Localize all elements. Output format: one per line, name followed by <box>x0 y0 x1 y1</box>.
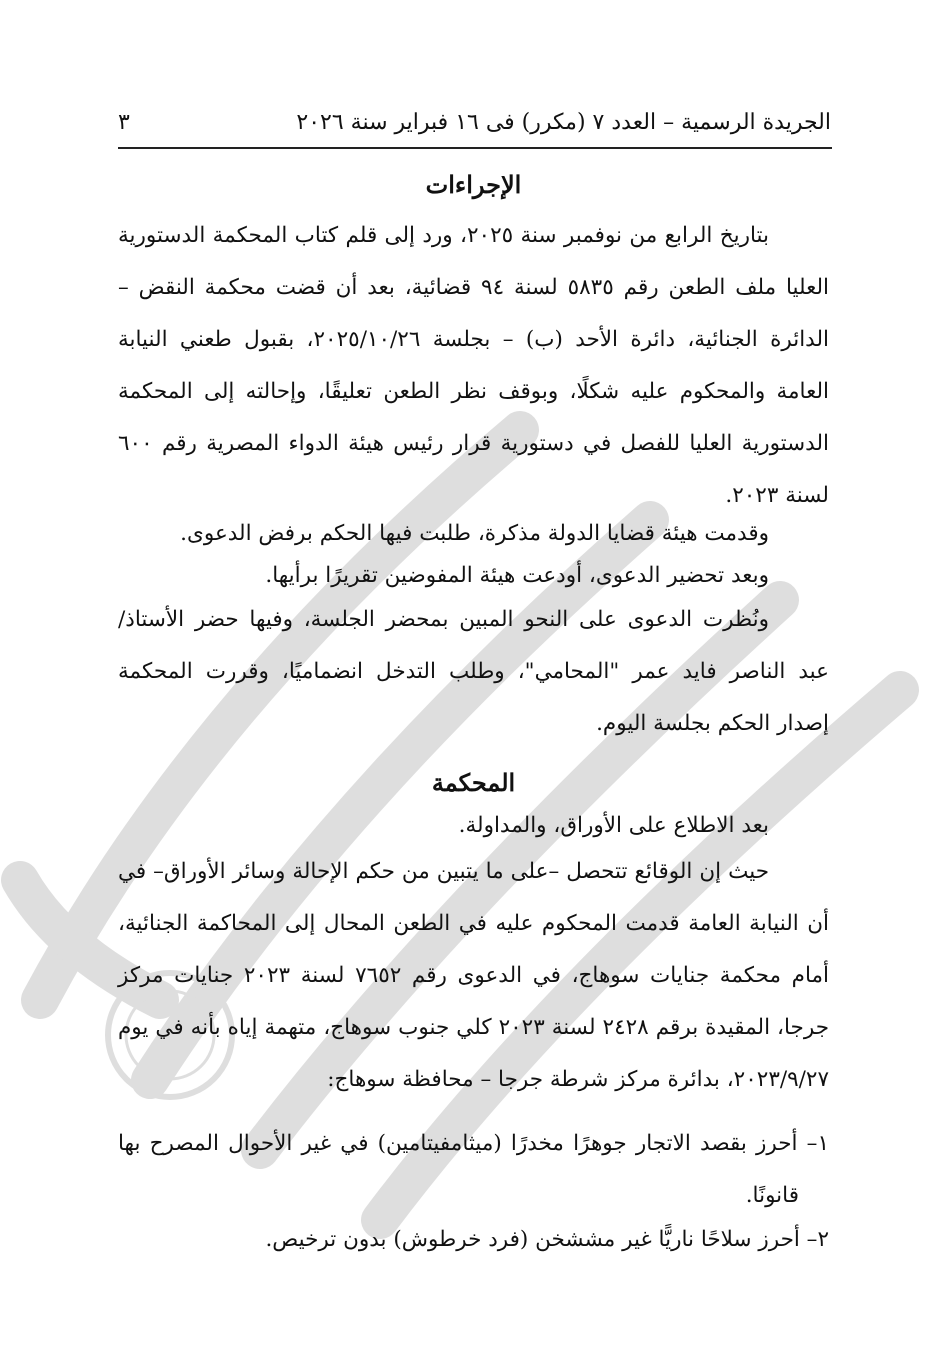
page-number: ٣ <box>118 109 130 135</box>
procedures-paragraph-4: ونُظرت الدعوى على النحو المبين بمحضر الجلسة، وفيها حضر الأستاذ/ عبد الناصر فايد عمر "المحامي"، وطلب التدخل انضماميًا، وقررت المحكمة إصدار الحكم بجلسة اليوم. <box>118 607 829 736</box>
court-paragraph-1: بعد الاطلاع على الأوراق، والمداولة. <box>458 813 769 838</box>
page-header <box>118 104 831 140</box>
charge-item-1: ١– أحرز بقصد الاتجار جوهرًا مخدرًا (ميثامفيتامين) في غير الأحوال المصرح بها قانونًا. <box>118 1131 829 1208</box>
procedures-paragraph-2: وقدمت هيئة قضايا الدولة مذكرة، طلبت فيها الحكم برفض الدعوى. <box>180 521 769 546</box>
procedures-title: الإجراءات <box>425 170 522 199</box>
court-title: المحكمة <box>431 768 516 797</box>
charge-item-2: ٢– أحرز سلاحًا ناريًّا غير مششخن (فرد خرطوش) بدون ترخيص. <box>265 1227 829 1252</box>
gazette-issue-line: الجريدة الرسمية – العدد ٧ (مكرر) فى ١٦ فبراير سنة ٢٠٢٦ <box>296 109 831 135</box>
procedures-paragraph-3: وبعد تحضير الدعوى، أودعت هيئة المفوضين تقريرًا برأيها. <box>265 563 769 588</box>
header-divider <box>118 147 832 149</box>
court-paragraph-2: حيث إن الوقائع تتحصل –على ما يتبين من حكم الإحالة وسائر الأوراق– في أن النيابة العامة قدمت المحكوم عليه في الطعن المحال إلى المحاكمة الجنائية، أمام محكمة جنايات سوهاج، في الدعوى رقم ٧٦٥٢ لسنة ٢٠٢٣ جنايات مركز جرجا، المقيدة برقم ٢٤٢٨ لسنة ٢٠٢٣ كلي جنوب سوهاج، متهمة إياه بأنه في يوم ٢٠٢٣/٩/٢٧، بدائرة مركز شرطة جرجا – محافظة سوهاج: <box>118 859 830 1092</box>
procedures-paragraph-1: بتاريخ الرابع من نوفمبر سنة ٢٠٢٥، ورد إلى قلم كتاب المحكمة الدستورية العليا ملف الطعن رقم ٥٨٣٥ لسنة ٩٤ قضائية، بعد أن قضت محكمة النقض – الدائرة الجنائية، دائرة الأحد (ب) – بجلسة ٢٠٢٥/١٠/٢٦، بقبول طعني النيابة العامة والمحكوم عليه شكلًا، وبوقف نظر الطعن تعليقًا، وإحالته إلى المحكمة الدستورية العليا للفصل في دستورية قرار رئيس هيئة الدواء المصرية رقم ٦٠٠ لسنة ٢٠٢٣. <box>118 223 829 508</box>
